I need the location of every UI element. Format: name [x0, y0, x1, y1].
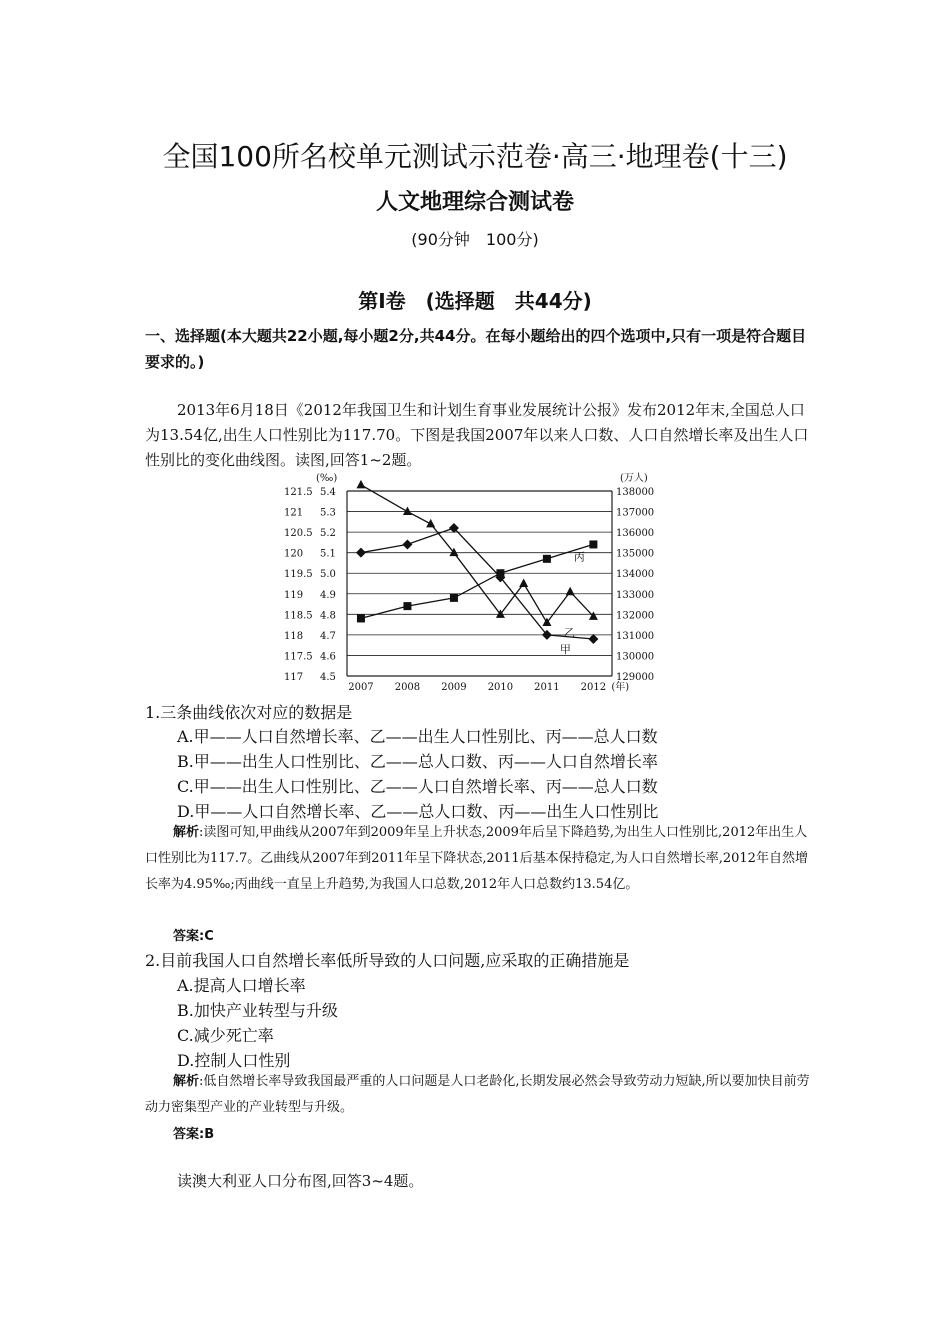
question-1-option-d: D.甲——人口自然增长率、乙——总人口数、丙——出生人口性别比	[177, 802, 659, 821]
chart-svg	[280, 470, 670, 695]
tick-label-left-outer: 119.5	[284, 569, 313, 581]
population-chart	[280, 470, 670, 695]
tick-label-left-inner: 5.0	[320, 569, 336, 581]
tick-label-left-outer: 117.5	[284, 651, 313, 663]
tick-label-right: 137000	[616, 507, 655, 519]
tick-label-left-outer: 120	[284, 548, 304, 560]
tick-label-right: 138000	[616, 487, 655, 498]
passage-australia: 读澳大利亚人口分布图,回答3~4题。	[177, 1172, 424, 1190]
series-line-乙	[361, 485, 594, 623]
tick-label-x: 2009	[441, 682, 467, 693]
tick-label-left-outer: 118	[284, 630, 304, 642]
tick-label-left-inner: 5.1	[320, 548, 336, 560]
tick-label-x: 2012	[580, 682, 607, 693]
triangle-marker	[426, 519, 435, 528]
tick-label-left-inner: 5.3	[320, 507, 336, 519]
square-marker	[543, 555, 551, 563]
square-marker	[496, 569, 504, 577]
question-2-option-a: A.提高人口增长率	[177, 976, 306, 995]
square-marker	[357, 614, 365, 622]
tick-label-left-inner: 4.7	[320, 630, 336, 642]
diamond-marker	[356, 548, 366, 558]
diamond-marker	[588, 634, 598, 644]
question-1-option-c: C.甲——出生人口性别比、乙——人口自然增长率、丙——总人口数	[177, 777, 658, 796]
tick-label-x: 2011	[534, 682, 560, 693]
tick-label-right: 132000	[616, 610, 655, 622]
exam-time: (90分钟 100分)	[411, 230, 539, 249]
tick-label-right: 136000	[616, 528, 655, 540]
square-marker	[403, 602, 411, 610]
tick-label-x: 2008	[394, 682, 421, 693]
triangle-marker	[356, 480, 365, 489]
tick-label-right: 134000	[616, 569, 655, 581]
tick-label-left-outer: 121.5	[284, 487, 313, 498]
tick-label-x: 2007	[348, 682, 374, 693]
question-1-analysis	[145, 820, 810, 898]
tick-label-x: 2010	[487, 682, 514, 693]
question-2-option-c: C.减少死亡率	[177, 1026, 274, 1045]
axis-unit-left: (‰)	[316, 473, 338, 484]
axis-label-x: (年)	[611, 682, 630, 693]
exam-subtitle: 人文地理综合测试卷	[375, 190, 574, 215]
diamond-marker	[402, 539, 412, 549]
section-instructions: 一、选择题(本大题共22小题,每小题2分,共44分。在每小题给出的四个选项中,只有一项是符合题目要求的。)	[145, 327, 807, 371]
question-2-option-b: B.加快产业转型与升级	[177, 1001, 338, 1020]
triangle-marker	[403, 507, 412, 516]
square-marker	[450, 594, 458, 602]
passage-intro: 2013年6月18日《2012年我国卫生和计划生育事业发展统计公报》发布2012年末,全国总人口为13.54亿,出生人口性别比为117.70。下图是我国2007年以来人口数、人口自然增长率及出生人口性别比的变化曲线图。读图,回答1~2题。	[145, 401, 809, 469]
axis-unit-right: (万人)	[620, 473, 648, 484]
triangle-marker	[566, 587, 575, 596]
tick-label-left-outer: 118.5	[284, 610, 313, 622]
question-1-answer: 答案:C	[173, 929, 214, 944]
tick-label-right: 131000	[616, 630, 655, 642]
series-label-bing: 丙	[573, 550, 585, 564]
analysis-text: :低自然增长率导致我国最严重的人口问题是人口老龄化,长期发展必然会导致劳动力短缺,所以要加快目前劳动力密集型产业的产业转型与升级。	[145, 1074, 810, 1115]
square-marker	[589, 540, 597, 548]
question-1-option-a: A.甲——人口自然增长率、乙——出生人口性别比、丙——总人口数	[177, 727, 658, 746]
tick-label-left-outer: 121	[284, 507, 304, 519]
tick-label-right: 129000	[616, 672, 655, 683]
tick-label-left-inner: 4.8	[320, 610, 336, 622]
question-2-stem: 2.目前我国人口自然增长率低所导致的人口问题,应采取的正确措施是	[145, 951, 630, 970]
tick-label-left-inner: 4.5	[320, 672, 336, 683]
tick-label-left-outer: 120.5	[284, 528, 313, 540]
triangle-marker	[519, 579, 528, 588]
question-2-analysis	[145, 1069, 810, 1121]
series-label-jia: 甲	[559, 643, 571, 656]
question-1-stem: 1.三条曲线依次对应的数据是	[145, 703, 353, 722]
tick-label-left-inner: 4.6	[320, 651, 336, 663]
tick-label-left-inner: 5.4	[320, 487, 336, 498]
question-2-answer: 答案:B	[173, 1127, 215, 1142]
analysis-label: 解析	[173, 825, 200, 840]
question-2-option-d: D.控制人口性别	[177, 1051, 291, 1070]
tick-label-right: 130000	[616, 651, 655, 663]
exam-title: 全国100所名校单元测试示范卷·高三·地理卷(十三)	[162, 140, 788, 173]
series-label-yi: 乙	[563, 626, 575, 640]
tick-label-left-inner: 4.9	[320, 589, 336, 601]
tick-label-right: 135000	[616, 548, 655, 560]
tick-label-left-inner: 5.2	[320, 528, 336, 540]
question-1-option-b: B.甲——出生人口性别比、乙——总人口数、丙——人口自然增长率	[177, 752, 658, 771]
tick-label-left-outer: 119	[284, 589, 304, 601]
analysis-label: 解析	[173, 1074, 200, 1089]
tick-label-right: 133000	[616, 589, 655, 601]
analysis-text: :读图可知,甲曲线从2007年到2009年呈上升状态,2009年后呈下降趋势,为出生人口性别比,2012年出生人口性别比为117.7。乙曲线从2007年到2011年呈下降状态,2011后基本保持稳定,为人口自然增长率,2012年自然增长率为4.95‰;丙曲线一直呈上升趋势,为我国人口总数,2012年人口总数约13.54亿。	[145, 825, 808, 892]
part-heading: 第Ⅰ卷 (选择题 共44分)	[358, 289, 592, 313]
tick-label-left-outer: 117	[284, 672, 304, 683]
